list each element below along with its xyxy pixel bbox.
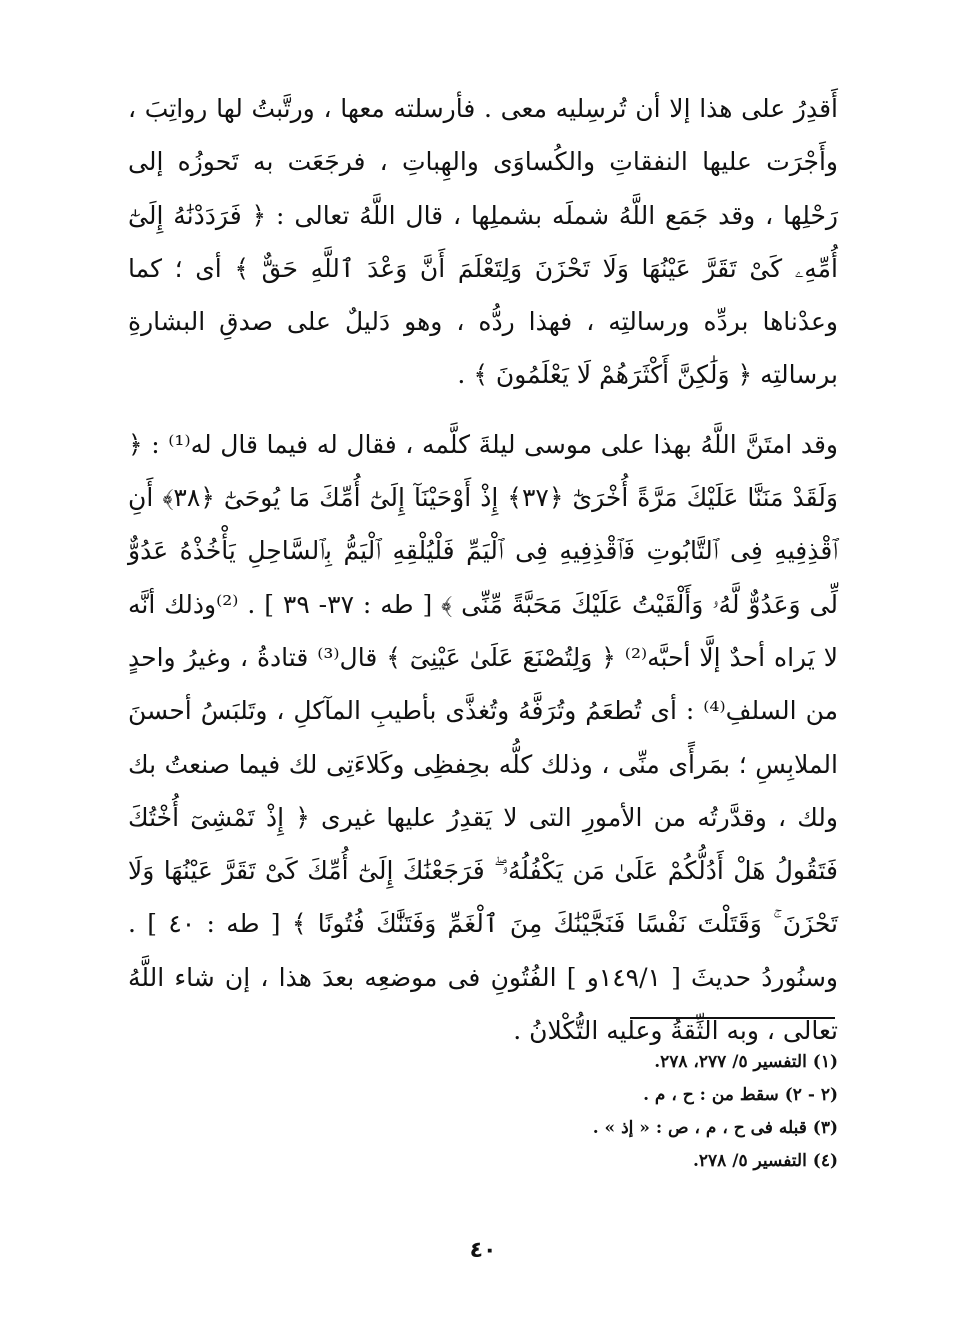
paragraph-2: وقد امتَنَّ اللَّهُ بهذا على موسى ليلةَ كلَّمه ، فقال له فيما قال له⁽¹⁾ : ﴿ وَلَقَدْ مَنَنَّا عَلَيْكَ مَرَّةً أُخْرَىٰٓ ﴿٣٧﴾ إِذْ أَوْحَيْنَآ إِلَىٰٓ أُمِّكَ مَا يُوحَىٰٓ ﴿٣٨﴾ أَنِ ٱقْذِفِيهِ فِى ٱلتَّابُوتِ فَٱقْذِفِيهِ فِى ٱلْيَمِّ فَلْيُلْقِهِ ٱلْيَمُّ بِٱلسَّاحِلِ يَأْخُذْهُ عَدُوٌّ لِّى وَعَدُوٌّ لَّهُۥ وَأَلْقَيْتُ عَلَيْكَ مَحَبَّةً مِّنِّى ﴾ [ طه : ٣٧- ٣٩ ] . ⁽²⁾وذلك أنَّه لا يَراه أحدٌ إلَّا أحبَّه⁽²⁾ ﴿ وَلِتُصْنَعَ عَلَىٰ عَيْنِىٓ ﴾ قال⁽³⁾ قتادةُ ، وغيرُ واحدٍ من السلفِ⁽⁴⁾ : أى تُطعَمُ وتُرَفَّهُ وتُغذَّى بأطيبِ المآكلِ ، وتَلبَسُ أحسنَ الملابِسِ ؛ بمَرأًى منِّى ، وذلك كلُّه بحِفظِى وكَلاءَتِى لك فيما صنعتُ بك ولك ، وقدَّرتُه من الأمورِ التى لا يَقدِرُ عليها غيرى ﴿ إِذْ تَمْشِىٓ أُخْتُكَ فَتَقُولُ هَلْ أَدُلُّكُمْ عَلَىٰ مَن يَكْفُلُهُۥ ۖ فَرَجَعْنَٰكَ إِلَىٰٓ أُمِّكَ كَىْ تَقَرَّ عَيْنُهَا وَلَا تَحْزَنَ ۚ وَقَتَلْتَ نَفْسًا فَنَجَّيْنَٰكَ مِنَ ٱلْغَمِّ وَفَتَنَّٰكَ فُتُونًا ﴾ [ طه : ٤٠ ] . وسنُوردُ حديثَ [ ١٤٩/١و ] الفُتُونِ فى موضعِه بعدَ هذا ، إن شاء اللَّهُ تعالى ، وبه الثِّقةُ وعليه التُّكْلانُ . (128, 429, 839, 1046)
footnote-1: (١) التفسير ٥/ ٢٧٧، ٢٧٨. (654, 1052, 838, 1072)
footnote-3: (٣) قبله فى ح ، م ، ص : « إذ » . (592, 1118, 838, 1138)
paragraph-1: أَقدِرُ على هذا إلا أن تُرسِليه معى . فأرسلته معها ، ورتَّبتُ لها رواتِبَ ، وأَجْرَت عليها النفقاتِ والكُساوَى والهِباتِ ، فرجَعَت به تَحوزُه إلى رَحْلِها ، وقد جَمَع اللَّهُ شملَه بشملِها ، قال اللَّهُ تعالى : ﴿ فَرَدَدْنَٰهُ إِلَىٰٓ أُمِّهِۦ كَىْ تَقَرَّ عَيْنُهَا وَلَا تَحْزَنَ وَلِتَعْلَمَ أَنَّ وَعْدَ ٱللَّهِ حَقٌّ ﴾ أى ؛ كما وعدْناها بردِّه ورسالتِه ، فهذا ردُّه ، وهو دَليلٌ على صدقِ البشارةِ برسالتِه ﴿ وَلَٰكِنَّ أَكْثَرَهُمْ لَا يَعْلَمُونَ ﴾ . (128, 94, 838, 390)
footnote-4: (٤) التفسير ٥/ ٢٧٨. (693, 1151, 838, 1171)
page-number: ٤٠ (469, 1238, 497, 1263)
footnote-divider (630, 1017, 835, 1019)
footnote-2: (٢ - ٢) سقط من : ح ، م . (643, 1085, 838, 1105)
footnotes (128, 1046, 838, 1178)
main-text (128, 82, 838, 1057)
